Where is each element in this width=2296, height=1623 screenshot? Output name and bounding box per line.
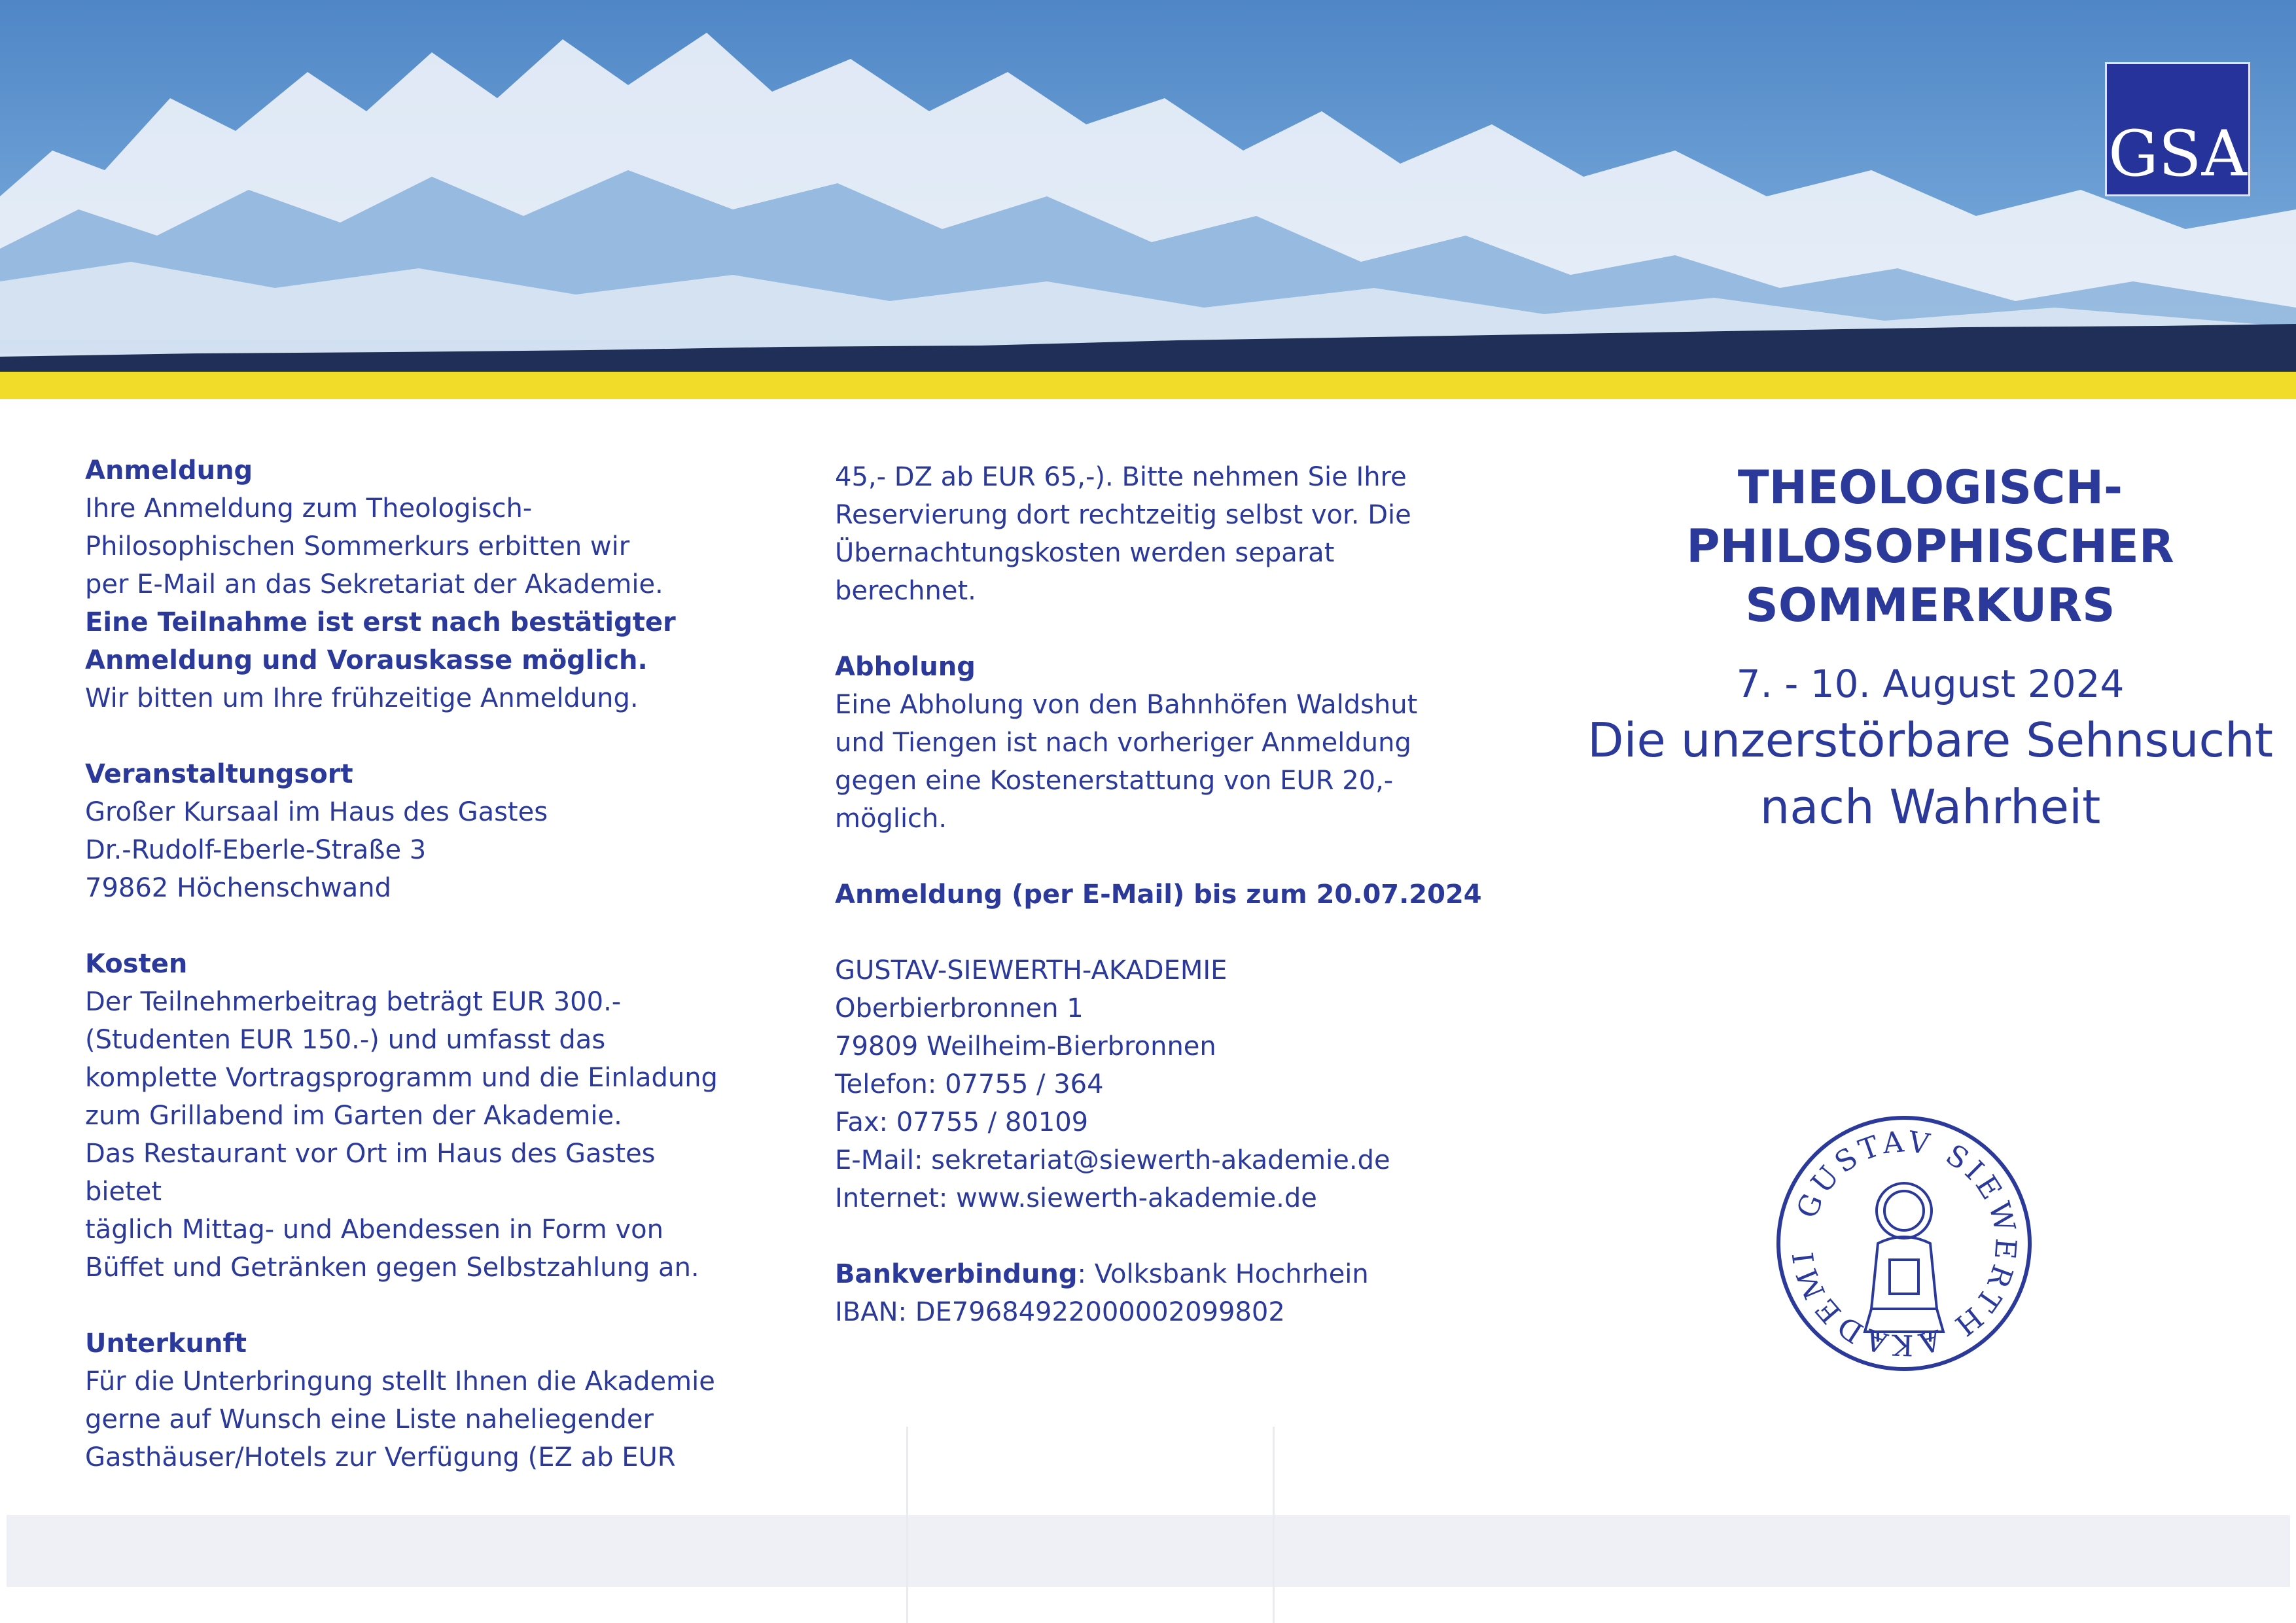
accommodation-line: berechnet. [835,576,976,606]
costs-line: zum Grillabend im Garten der Akademie. [85,1101,622,1131]
registration-heading: Anmeldung [85,455,253,486]
fold-line [906,1427,908,1623]
contact-section [835,952,1489,1217]
subtitle-line: nach Wahrheit [1759,779,2101,834]
subtitle-line: Die unzerstörbare Sehnsucht [1587,713,2273,768]
costs-heading: Kosten [85,949,188,979]
registration-line: Ihre Anmeldung zum Theologisch- [85,493,533,524]
registration-deadline: Anmeldung (per E-Mail) bis zum 20.07.2024 [835,880,1482,910]
contact-line: 79809 Weilheim-Bierbronnen [835,1031,1216,1061]
venue-line: Großer Kursaal im Haus des Gastes [85,797,548,827]
bank-label: Bankverbindung [835,1259,1078,1289]
costs-section [85,945,739,1287]
bank-iban: IBAN: DE79684922000002099802 [835,1297,1285,1327]
accommodation-section [85,1325,739,1476]
venue-line: Dr.-Rudolf-Eberle-Straße 3 [85,835,427,865]
venue-heading: Veranstaltungsort [85,759,353,789]
registration-condition: Anmeldung und Vorauskasse möglich. [85,645,648,675]
fold-line [1273,1427,1275,1623]
registration-condition: Eine Teilnahme ist erst nach bestätigter [85,607,676,637]
title-line: SOMMERKURS [1745,579,2115,632]
costs-line: Der Teilnehmerbeitrag beträgt EUR 300.- [85,987,622,1017]
gsa-logo [2105,62,2250,196]
venue-line: 79862 Höchenschwand [85,873,391,903]
contact-phone: Telefon: 07755 / 364 [835,1069,1104,1099]
accommodation-continued [835,458,1489,610]
costs-line: (Studenten EUR 150.-) und umfasst das [85,1025,606,1055]
costs-line: komplette Vortragsprogramm und die Einladung [85,1063,718,1093]
footer-band [7,1515,2290,1587]
accommodation-line: Reservierung dort rechtzeitig selbst vor. Die [835,500,1411,530]
pickup-line: möglich. [835,804,947,834]
course-date: 7. - 10. August 2024 [1736,662,2125,706]
course-title [1570,458,2290,635]
pickup-line: und Tiengen ist nach vorheriger Anmeldung [835,728,1411,758]
costs-line: täglich Mittag- und Abendessen in Form von [85,1215,663,1245]
contact-fax: Fax: 07755 / 80109 [835,1107,1089,1137]
accommodation-heading: Unterkunft [85,1329,247,1359]
accommodation-line: Übernachtungskosten werden separat [835,538,1335,568]
venue-section [85,755,739,907]
middle-column [835,458,1489,1331]
pickup-line: gegen eine Kostenerstattung von EUR 20,- [835,766,1394,796]
title-line: PHILOSOPHISCHER [1686,520,2174,573]
logo-text: GSA [2108,117,2247,190]
cover-column [1570,458,2290,840]
akademie-seal [1773,1113,2035,1374]
costs-line: Das Restaurant vor Ort im Haus des Gastes bietet [85,1139,656,1207]
accommodation-line: Gasthäuser/Hotels zur Verfügung (EZ ab EUR [85,1442,676,1472]
course-subtitle [1570,707,2290,840]
pickup-heading: Abholung [835,652,976,682]
title-line: THEOLOGISCH- [1737,461,2123,514]
contact-line: Oberbierbronnen 1 [835,993,1084,1024]
registration-section [85,452,739,717]
registration-line: per E-Mail an das Sekretariat der Akademie. [85,569,663,599]
deadline-section [835,876,1489,914]
accommodation-line: Für die Unterbringung stellt Ihnen die Akademie [85,1366,715,1397]
pickup-section [835,648,1489,838]
contact-website: Internet: www.siewerth-akademie.de [835,1183,1317,1213]
seal-text: GUSTAV SIEWERTH AKADEMI [1786,1125,2022,1362]
bank-value: : Volksbank Hochrhein [1077,1259,1369,1289]
bank-line [835,1255,1489,1293]
bank-section [835,1255,1489,1331]
left-column [85,452,739,1476]
accommodation-line: 45,- DZ ab EUR 65,-). Bitte nehmen Sie Ihre [835,462,1407,492]
mountain-banner [0,0,2296,406]
contact-line: GUSTAV-SIEWERTH-AKADEMIE [835,955,1227,986]
contact-email: E-Mail: sekretariat@siewerth-akademie.de [835,1145,1390,1175]
costs-line: Büffet und Getränken gegen Selbstzahlung an. [85,1253,699,1283]
show-through-text [772,818,780,856]
accommodation-line: gerne auf Wunsch eine Liste naheliegender [85,1404,654,1435]
pickup-line: Eine Abholung von den Bahnhöfen Waldshut [835,690,1418,720]
registration-closing: Wir bitten um Ihre frühzeitige Anmeldung. [85,683,639,713]
registration-line: Philosophischen Sommerkurs erbitten wir [85,531,630,562]
